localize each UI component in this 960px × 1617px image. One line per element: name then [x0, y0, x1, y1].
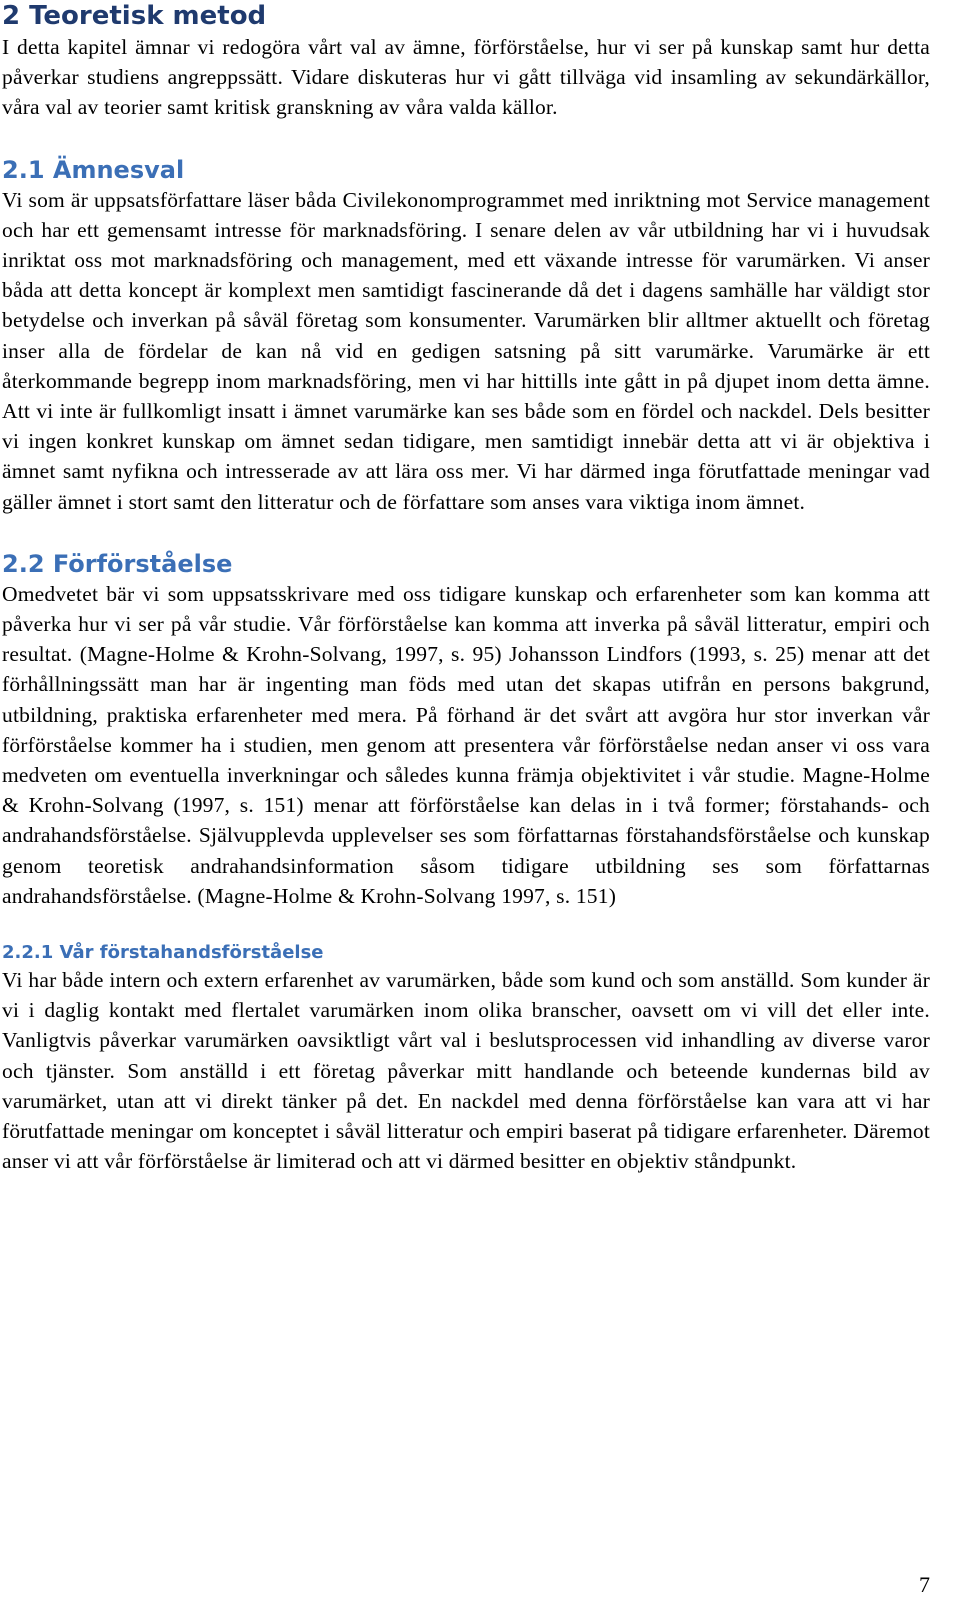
section-forforstaelse: [2, 549, 930, 911]
chapter-heading: 2 Teoretisk metod: [2, 1, 267, 31]
document-page: [2, 0, 930, 1177]
page-number: 7: [919, 1572, 930, 1597]
section-forstahand: [2, 941, 930, 1176]
forstahand-heading: 2.2.1 Vår förstahandsförståelse: [2, 942, 324, 964]
forforstaelse-paragraph: Omedvetet bär vi som uppsatsskrivare med oss tidigare kunskap och erfarenheter som kan komma att påverka hur vi ser på vår studie. Vår förförståelse kan komma att inverka på såväl litteratur, empiri och resultat. (Magne-Holme & Krohn-Solvang, 1997, s. 95) Johansson Lindfors (1993, s. 25) menar att det förhållningssätt man har är ingenting man föds med utan det skapas utifrån en persons bakgrund, utbildning, praktiska erfarenheter med mera. På förhand är det svårt att avgöra hur stor inverkan vår förförståelse kommer ha i studien, men genom att presentera vår förförståelse nedan anser vi oss vara medveten om eventuella inverkningar och således kunna främja objektivitet i vår studie. Magne-Holme & Krohn-Solvang (1997, s. 151) menar att förförståelse kan delas in i två former; förstahands- och andrahandsförståelse. Självupplevda upplevelser ses som författarnas förstahandsförståelse och kunskap genom teoretisk andrahandsinformation såsom tidigare utbildning ses som författarnas andrahandsförståelse. (Magne-Holme & Krohn-Solvang 1997, s. 151): [2, 581, 930, 908]
chapter-intro-paragraph: I detta kapitel ämnar vi redogöra vårt val av ämne, förförståelse, hur vi ser på kunskap samt hur detta påverkar studiens angreppssätt. Vidare diskuteras hur vi gått tillväga vid insamling av sekundärkällor, våra val av teorier samt kritisk granskning av våra valda källor.: [2, 35, 930, 120]
amnesval-heading: 2.1 Ämnesval: [2, 155, 185, 184]
section-amnesval: [2, 155, 930, 517]
amnesval-paragraph: Vi som är uppsatsförfattare läser båda Civilekonomprogrammet med inriktning mot Service management och har ett gemensamt intresse för marknadsföring. I senare delen av vår utbildning har vi i huvudsak inriktat oss mot marknadsföring och management, med ett växande intresse för varumärken. Vi anser båda att detta koncept är komplext men samtidigt fascinerande då det i dagens samhälle har väldigt stor betydelse och inverkan på såväl företag som konsumenter. Varumärken blir alltmer aktuellt och företag inser alla de fördelar de kan nå vid en gedigen satsning på sitt varumärke. Varumärke är ett återkommande begrepp inom marknadsföring, men vi har hittills inte gått in på djupet inom detta ämne. Att vi inte är fullkomligt insatt i ämnet varumärke kan ses både som en fördel och nackdel. Dels besitter vi ingen konkret kunskap om ämnet sedan tidigare, men samtidigt innebär detta att vi är objektiva i ämnet samt nyfikna och intresserade av att lära oss mer. Vi har därmed inga förutfattade meningar vad gäller ämnet i stort samt den litteratur och de författare som anses vara viktiga inom ämnet.: [2, 187, 930, 514]
forforstaelse-heading: 2.2 Förförståelse: [2, 549, 233, 578]
section-chapter: [2, 0, 930, 123]
forstahand-paragraph: Vi har både intern och extern erfarenhet av varumärken, både som kund och som anställd. Som kunder är vi i daglig kontakt med flertalet varumärken inom olika branscher, oavsett om vi vill det eller inte. Vanligtvis påverkar varumärken oavsiktligt vårt val i beslutsprocessen vid inhandling av diverse varor och tjänster. Som anställd i ett företag påverkar mitt handlande och beteende kundernas bild av varumärket, utan att vi direkt tänker på det. En nackdel med denna förförståelse kan vara att vi har förutfattade meningar om konceptet i såväl litteratur och empiri baserat på tidigare erfarenheter. Däremot anser vi att vår förförståelse är limiterad och att vi därmed besitter en objektiv ståndpunkt.: [2, 968, 930, 1174]
